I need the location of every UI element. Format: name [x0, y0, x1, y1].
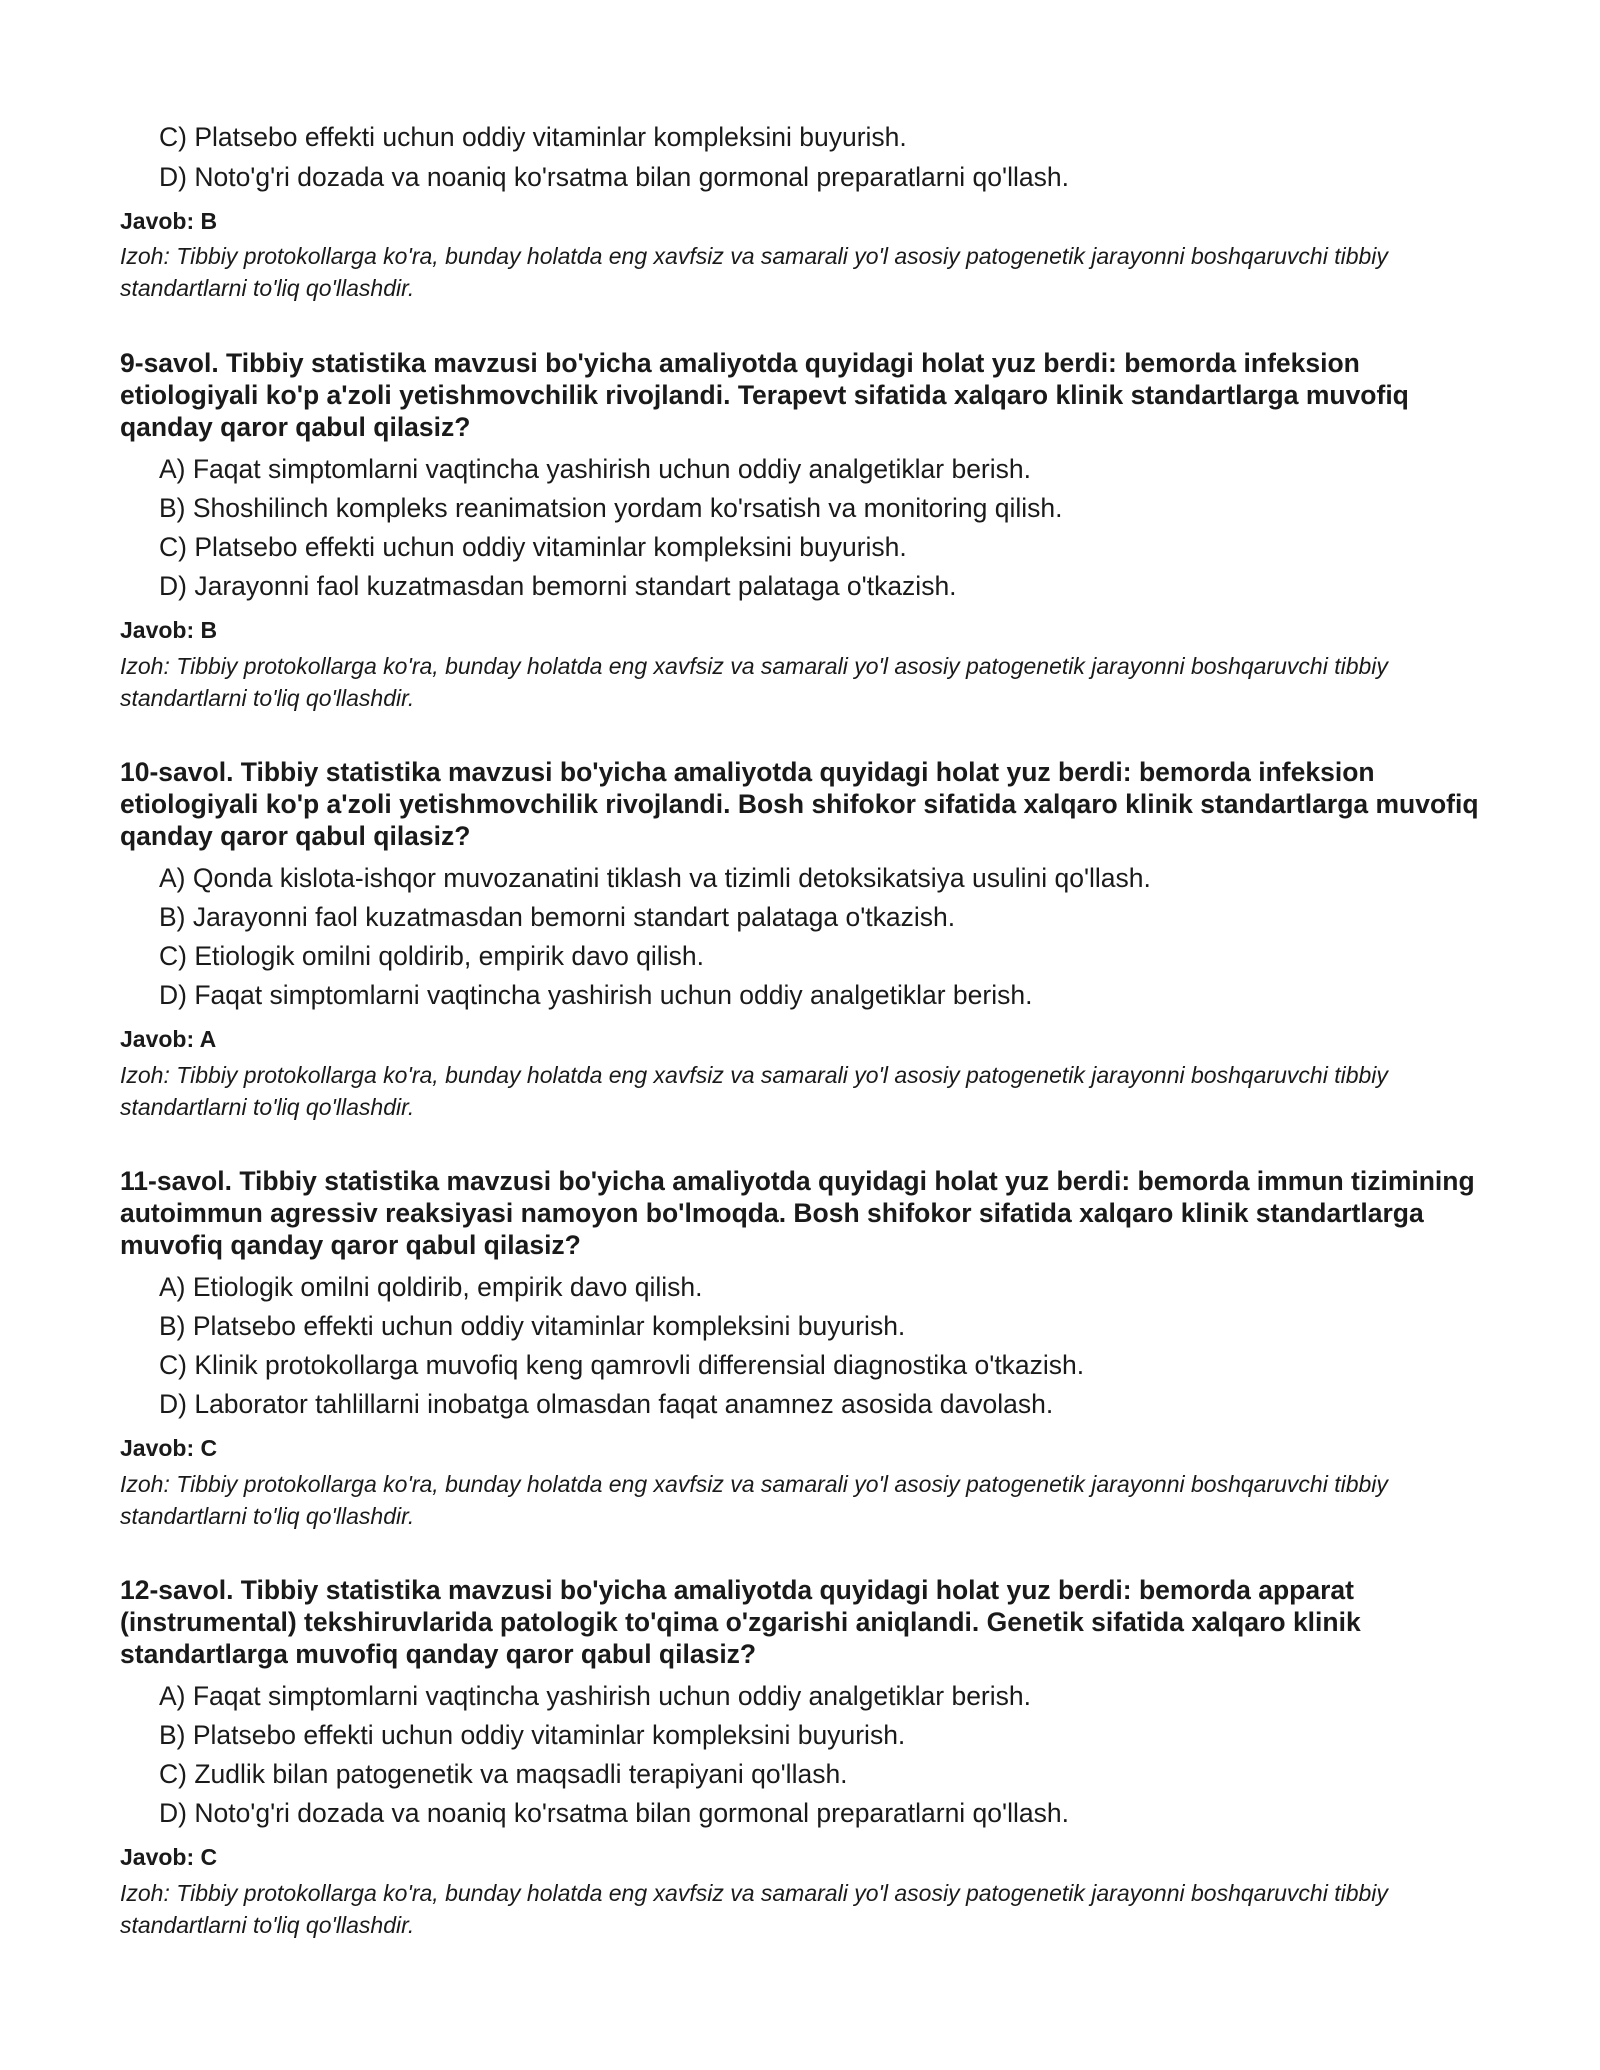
explanation-note: Izoh: Tibbiy protokollarga ko'ra, bunday holatda eng xavfsiz va samarali yo'l asosiy patogenetik jarayonni boshqaruvchi tibbiy standartlarni to'liq qo'llashdir. [120, 653, 1388, 711]
option-b: B) Jarayonni faol kuzatmasdan bemorni standart palataga o'tkazish. [159, 902, 956, 932]
option-d: D) Faqat simptomlarni vaqtincha yashirish uchun oddiy analgetiklar berish. [159, 980, 1033, 1010]
option-a: A) Faqat simptomlarni vaqtincha yashirish uchun oddiy analgetiklar berish. [159, 1681, 1031, 1711]
question-text: 9-savol. Tibbiy statistika mavzusi bo'yicha amaliyotda quyidagi holat yuz berdi: bemorda infeksion etiologiyali ko'p a'zoli yetishmovchilik rivojlandi. Terapevt sifatida xalqaro klinik standartlarga muvofiq qanday qaror qabul qilasiz? [120, 348, 1409, 442]
explanation-note: Izoh: Tibbiy protokollarga ko'ra, bunday holatda eng xavfsiz va samarali yo'l asosiy patogenetik jarayonni boshqaruvchi tibbiy standartlarni to'liq qo'llashdir. [120, 1062, 1388, 1120]
option-c: C) Platsebo effekti uchun oddiy vitaminlar kompleksini buyurish. [159, 122, 907, 152]
option-d: D) Noto'g'ri dozada va noaniq ko'rsatma bilan gormonal preparatlarni qo'llash. [159, 162, 1069, 192]
question-text: 12-savol. Tibbiy statistika mavzusi bo'yicha amaliyotda quyidagi holat yuz berdi: bemorda apparat (instrumental) tekshiruvlarida patologik to'qima o'zgarishi aniqlandi. Genetik sifatida xalqaro klinik standartlarga muvofiq qanday qaror qabul qilasiz? [120, 1575, 1361, 1669]
option-a: A) Qonda kislota-ishqor muvozanatini tiklash va tizimli detoksikatsiya usulini qo'llash. [159, 863, 1151, 893]
option-d: D) Jarayonni faol kuzatmasdan bemorni standart palataga o'tkazish. [159, 571, 957, 601]
option-d: D) Noto'g'ri dozada va noaniq ko'rsatma bilan gormonal preparatlarni qo'llash. [159, 1798, 1069, 1828]
option-a: A) Faqat simptomlarni vaqtincha yashirish uchun oddiy analgetiklar berish. [159, 454, 1031, 484]
question-text: 10-savol. Tibbiy statistika mavzusi bo'yicha amaliyotda quyidagi holat yuz berdi: bemorda infeksion etiologiyali ko'p a'zoli yetishmovchilik rivojlandi. Bosh shifokor sifatida xalqaro klinik standartlarga muvofiq qanday qaror qabul qilasiz? [120, 757, 1479, 851]
explanation-note: Izoh: Tibbiy protokollarga ko'ra, bunday holatda eng xavfsiz va samarali yo'l asosiy patogenetik jarayonni boshqaruvchi tibbiy standartlarni to'liq qo'llashdir. [120, 1471, 1388, 1529]
option-c: C) Etiologik omilni qoldirib, empirik davo qilish. [159, 941, 704, 971]
option-c: C) Platsebo effekti uchun oddiy vitaminlar kompleksini buyurish. [159, 532, 907, 562]
question-text: 11-savol. Tibbiy statistika mavzusi bo'yicha amaliyotda quyidagi holat yuz berdi: bemorda immun tizimining autoimmun agressiv reaksiyasi namoyon bo'lmoqda. Bosh shifokor sifatida xalqaro klinik standartlarga muvofiq qanday qaror qabul qilasiz? [120, 1166, 1475, 1260]
option-b: B) Platsebo effekti uchun oddiy vitaminlar kompleksini buyurish. [159, 1720, 906, 1750]
explanation-note: Izoh: Tibbiy protokollarga ko'ra, bunday holatda eng xavfsiz va samarali yo'l asosiy patogenetik jarayonni boshqaruvchi tibbiy standartlarni to'liq qo'llashdir. [120, 243, 1388, 301]
option-c: C) Zudlik bilan patogenetik va maqsadli terapiyani qo'llash. [159, 1759, 848, 1789]
answer-label: Javob: C [120, 1435, 218, 1461]
answer-label: Javob: B [120, 617, 218, 643]
option-b: B) Platsebo effekti uchun oddiy vitaminlar kompleksini buyurish. [159, 1311, 906, 1341]
option-c: C) Klinik protokollarga muvofiq keng qamrovli differensial diagnostika o'tkazish. [159, 1350, 1085, 1380]
explanation-note: Izoh: Tibbiy protokollarga ko'ra, bunday holatda eng xavfsiz va samarali yo'l asosiy patogenetik jarayonni boshqaruvchi tibbiy standartlarni to'liq qo'llashdir. [120, 1880, 1388, 1938]
answer-label: Javob: A [120, 1026, 217, 1052]
answer-label: Javob: C [120, 1844, 218, 1870]
option-a: A) Etiologik omilni qoldirib, empirik davo qilish. [159, 1272, 703, 1302]
answer-label: Javob: B [120, 208, 218, 234]
option-b: B) Shoshilinch kompleks reanimatsion yordam ko'rsatish va monitoring qilish. [159, 493, 1063, 523]
option-d: D) Laborator tahlillarni inobatga olmasdan faqat anamnez asosida davolash. [159, 1389, 1054, 1419]
